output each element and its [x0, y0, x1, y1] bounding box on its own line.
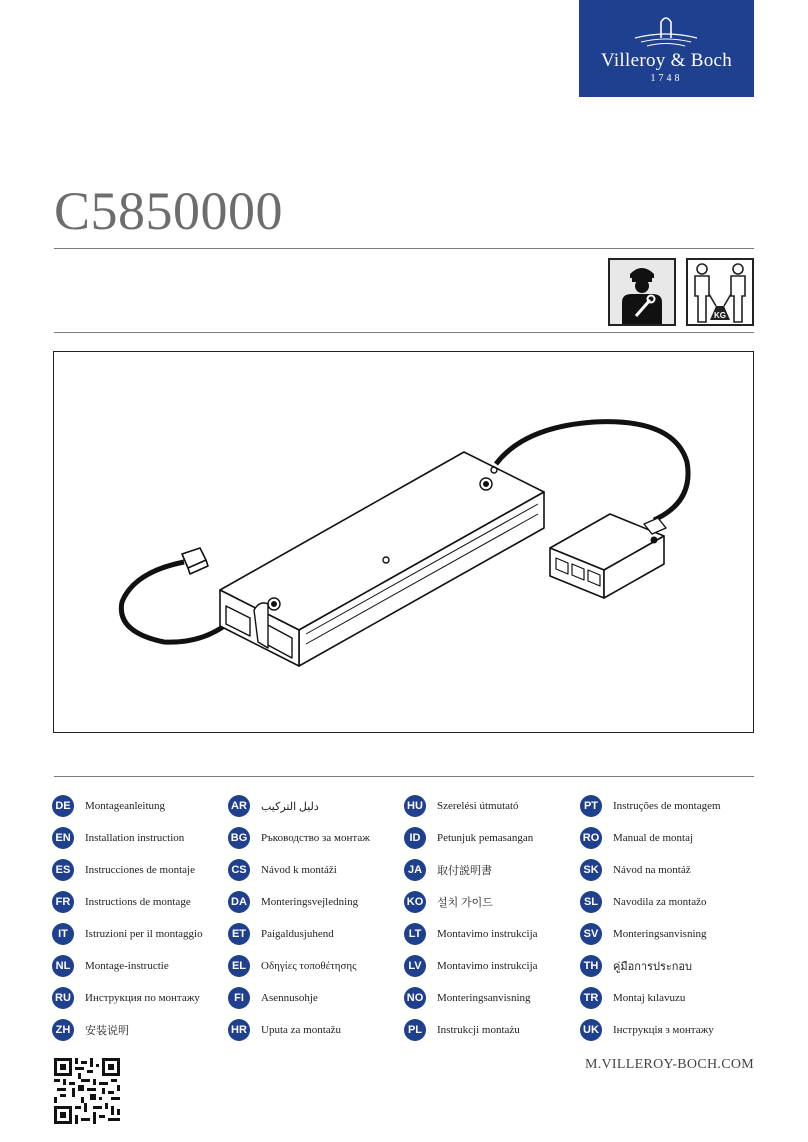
- language-code-badge: LT: [404, 923, 426, 945]
- language-code-badge: JA: [404, 859, 426, 881]
- language-item: [52, 918, 228, 950]
- language-item: [580, 1014, 756, 1046]
- language-column: [580, 790, 756, 1046]
- language-item: [404, 982, 580, 1014]
- language-item: [580, 950, 756, 982]
- language-code-badge: BG: [228, 827, 250, 849]
- language-code-badge: DA: [228, 891, 250, 913]
- language-item: [52, 854, 228, 886]
- title-divider: [54, 248, 754, 249]
- language-title: Istruzioni per il montaggio: [85, 928, 203, 940]
- language-item: [228, 982, 404, 1014]
- language-code-badge: PT: [580, 795, 602, 817]
- language-item: [404, 822, 580, 854]
- language-code-badge: ES: [52, 859, 74, 881]
- language-code-badge: ET: [228, 923, 250, 945]
- language-title: Asennusohje: [261, 992, 318, 1004]
- language-title: คู่มือการประกอบ: [613, 961, 693, 973]
- language-list: [52, 790, 756, 1040]
- language-item: [404, 1014, 580, 1046]
- language-column: [228, 790, 404, 1046]
- languages-divider: [54, 776, 754, 777]
- language-title: Instructions de montage: [85, 896, 191, 908]
- logo-fountain-icon: [579, 0, 754, 50]
- language-code-badge: TH: [580, 955, 602, 977]
- qr-code-icon[interactable]: [54, 1058, 120, 1124]
- language-code-badge: CS: [228, 859, 250, 881]
- language-title: Uputa za montažu: [261, 1024, 342, 1036]
- language-title: Інструкція з монтажу: [613, 1024, 714, 1036]
- language-code-badge: NO: [404, 987, 426, 1009]
- language-item: [228, 886, 404, 918]
- language-code-badge: DE: [52, 795, 74, 817]
- language-item: [404, 950, 580, 982]
- language-title: Szerelési útmutató: [437, 800, 519, 812]
- language-item: [228, 790, 404, 822]
- language-code-badge: KO: [404, 891, 426, 913]
- language-title: Petunjuk pemasangan: [437, 832, 534, 844]
- product-illustration-frame: [53, 351, 754, 733]
- language-code-badge: IT: [52, 923, 74, 945]
- product-code: C5850000: [54, 181, 284, 241]
- language-title: Návod k montáži: [261, 864, 337, 876]
- language-title: Montavimo instrukcija: [437, 928, 538, 940]
- language-code-badge: SK: [580, 859, 602, 881]
- language-title: 설치 가이드: [437, 897, 493, 909]
- language-code-badge: LV: [404, 955, 426, 977]
- language-item: [228, 950, 404, 982]
- language-title: Paigaldusjuhend: [261, 928, 334, 940]
- language-item: [52, 950, 228, 982]
- pictogram-divider: [54, 332, 754, 333]
- language-item: [228, 1014, 404, 1046]
- language-item: [52, 982, 228, 1014]
- language-title: Инструкция по монтажу: [85, 992, 200, 1004]
- language-code-badge: UK: [580, 1019, 602, 1041]
- language-title: Montaj kılavuzu: [613, 992, 686, 1004]
- language-title: Navodila za montažo: [613, 896, 707, 908]
- language-code-badge: RO: [580, 827, 602, 849]
- language-title: Montageanleitung: [85, 800, 166, 812]
- language-code-badge: HR: [228, 1019, 250, 1041]
- language-item: [52, 790, 228, 822]
- language-column: [52, 790, 228, 1046]
- language-item: [580, 918, 756, 950]
- language-title: Ръководство за монтаж: [261, 832, 370, 844]
- language-code-badge: SL: [580, 891, 602, 913]
- language-code-badge: AR: [228, 795, 250, 817]
- language-code-badge: NL: [52, 955, 74, 977]
- language-column: [404, 790, 580, 1046]
- language-item: [580, 822, 756, 854]
- language-title: Monteringsanvisning: [613, 928, 707, 940]
- language-code-badge: FI: [228, 987, 250, 1009]
- weight-label: KG: [714, 311, 726, 320]
- language-title: Montage-instructie: [85, 960, 169, 972]
- website-link[interactable]: M.VILLEROY-BOCH.COM: [584, 1057, 754, 1072]
- language-item: [580, 886, 756, 918]
- language-item: [580, 854, 756, 886]
- language-item: [52, 822, 228, 854]
- two-persons-heavy-weight-icon: [686, 258, 754, 326]
- language-title: Monteringsvejledning: [261, 896, 359, 908]
- language-title: Instrukcji montażu: [437, 1024, 520, 1036]
- language-code-badge: EN: [52, 827, 74, 849]
- language-code-badge: PL: [404, 1019, 426, 1041]
- language-title: Návod na montáž: [613, 864, 691, 876]
- language-title: دليل التركيب: [261, 800, 319, 813]
- language-item: [404, 918, 580, 950]
- language-code-badge: SV: [580, 923, 602, 945]
- language-item: [580, 790, 756, 822]
- language-code-badge: EL: [228, 955, 250, 977]
- brand-year: 1748: [650, 73, 683, 84]
- language-title: Instruções de montagem: [613, 800, 721, 812]
- language-code-badge: FR: [52, 891, 74, 913]
- language-item: [52, 886, 228, 918]
- language-code-badge: ID: [404, 827, 426, 849]
- language-item: [52, 1014, 228, 1046]
- language-item: [580, 982, 756, 1014]
- technician-with-wrench-icon: [608, 258, 676, 326]
- led-driver-illustration: [54, 352, 752, 731]
- brand-name: Villeroy & Boch: [600, 50, 733, 71]
- language-item: [404, 886, 580, 918]
- brand-logo: [579, 0, 754, 97]
- language-title: 安装说明: [85, 1025, 129, 1037]
- language-item: [228, 918, 404, 950]
- language-code-badge: HU: [404, 795, 426, 817]
- language-code-badge: RU: [52, 987, 74, 1009]
- language-title: Montavimo instrukcija: [437, 960, 538, 972]
- language-code-badge: TR: [580, 987, 602, 1009]
- language-title: Οδηγίες τοποθέτησης: [261, 960, 357, 972]
- language-code-badge: ZH: [52, 1019, 74, 1041]
- language-title: 取付説明書: [437, 865, 492, 877]
- language-title: Manual de montaj: [613, 832, 694, 844]
- language-title: Monteringsanvisning: [437, 992, 531, 1004]
- language-title: Installation instruction: [85, 832, 185, 844]
- language-item: [228, 854, 404, 886]
- language-item: [404, 854, 580, 886]
- language-item: [228, 822, 404, 854]
- language-title: Instrucciones de montaje: [85, 864, 195, 876]
- language-item: [404, 790, 580, 822]
